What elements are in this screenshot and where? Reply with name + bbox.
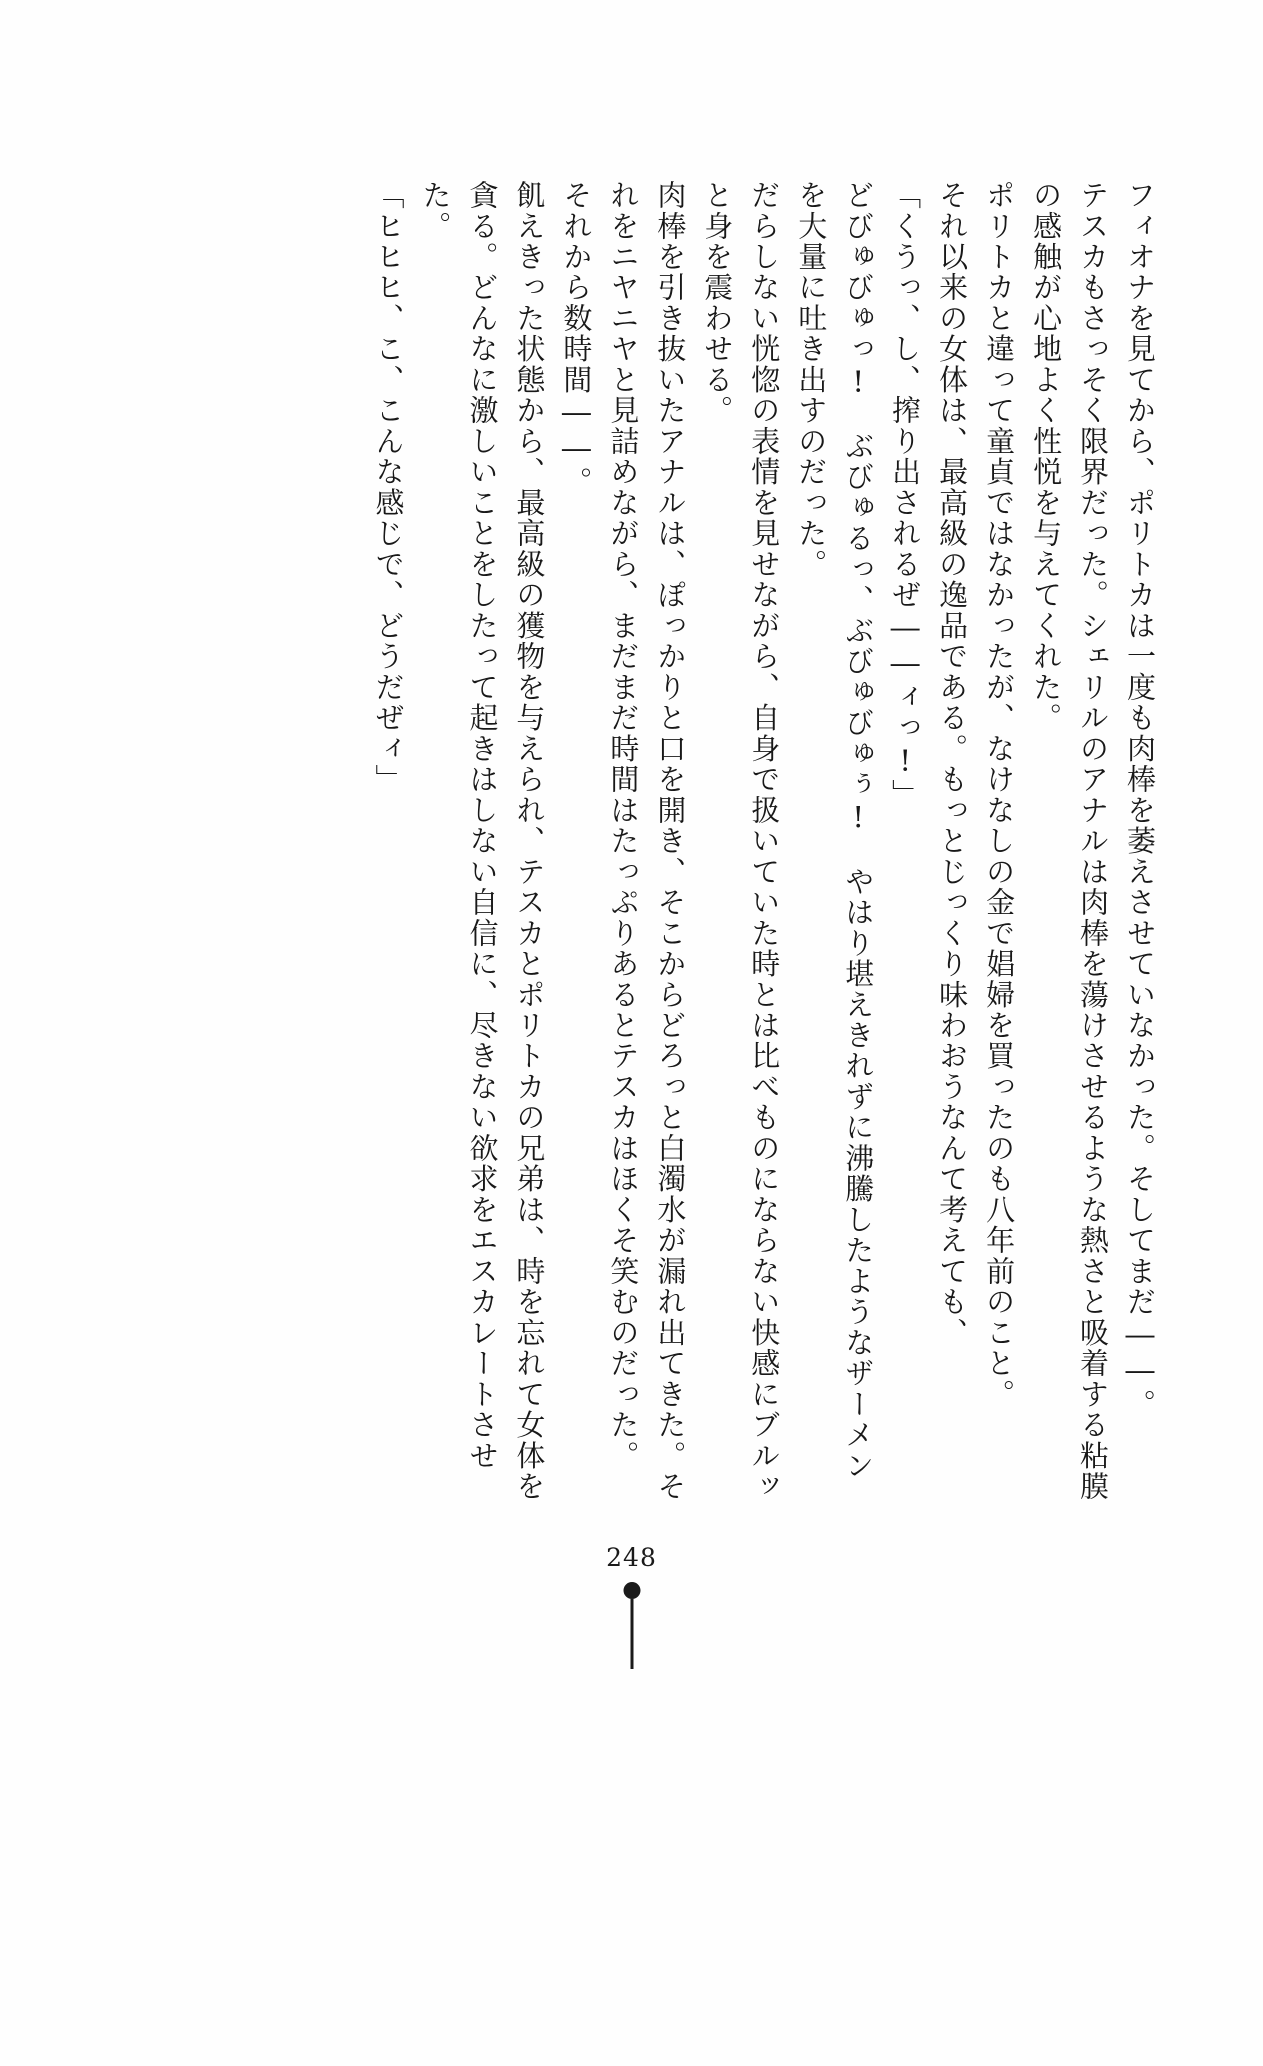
paragraph: ポリトカと違って童貞ではなかったが、なけなしの金で娼婦を買ったのも八年前のこと。 [982, 180, 1017, 1410]
bottom-decorative-mark [617, 1582, 647, 1672]
paragraph: 飢えきった状態から、最高級の獲物を与えられ、テスカとポリトカの兄弟は、時を忘れて女体を貪る。どんなに激しいことをしたって起きはしない自信に、尽きない欲求をエスカレートさせた。 [418, 180, 547, 1502]
vertical-rule-mark-icon [630, 1599, 633, 1669]
page-number: 248 [606, 1543, 657, 1572]
paragraph: テスカもさっそく限界だった。シェリルのアナルは肉棒を蕩けさせるような熱さと吸着する粘膜の感触が心地よく性悦を与えてくれた。 [1029, 180, 1111, 1502]
paragraph: 肉棒を引き抜いたアナルは、ぽっかりと口を開き、そこからどろっと白濁水が漏れ出てきた。それをニヤニヤと見詰めながら、まだまだ時間はたっぷりあるとテスカはほくそ笑むのだった。 [606, 180, 688, 1502]
vertical-text-body [163, 180, 1163, 1510]
paragraph: フィオナを見てから、ポリトカは一度も肉棒を萎えさせていなかった。そしてまだ――。 [1123, 180, 1157, 1420]
bullet-mark-icon [623, 1582, 640, 1599]
paragraph-dialogue: 「ヒヒヒ、こ、こんな感じで、どうだぜィ」 [371, 180, 406, 795]
paragraph-dialogue: 「くうっ、し、搾り出されるぜ――ィっ!」 [888, 180, 923, 810]
paragraph: それ以来の女体は、最高級の逸品である。もっとじっくり味わおうなんて考えても、 [935, 180, 970, 1349]
paragraph: それから数時間――。 [559, 180, 594, 498]
paragraph: どびゅびゅっ! ぶびゅるっ、ぶびゅびゅぅ! やはり堪えきれずに沸騰したようなザーメンを大量に吐き出すのだった。 [794, 180, 876, 1482]
paragraph: だらしない恍惚の表情を見せながら、自身で扱いていた時とは比べものにならない快感にブルッと身を震わせる。 [700, 180, 782, 1502]
